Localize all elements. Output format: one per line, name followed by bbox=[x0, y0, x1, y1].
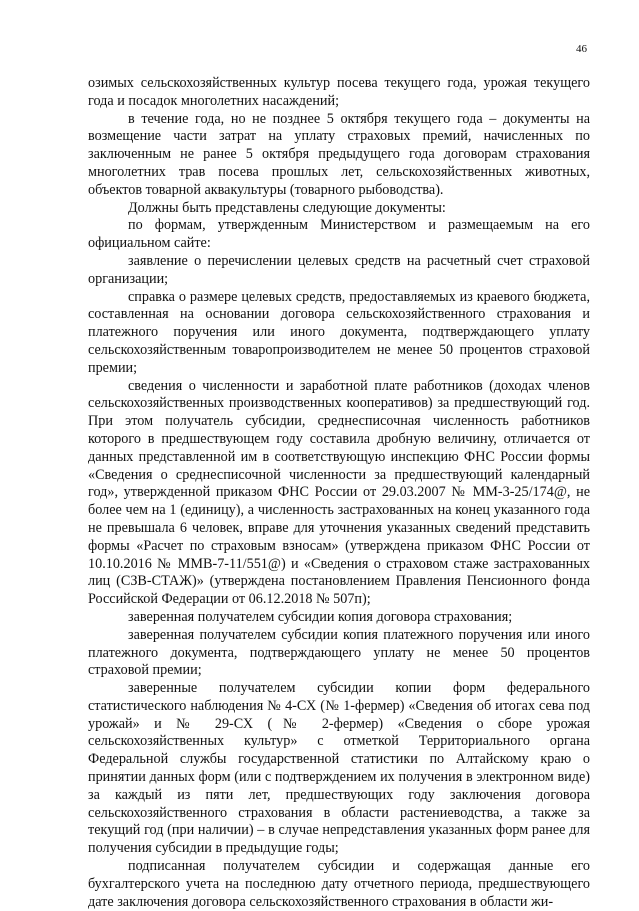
body-text bbox=[88, 75, 590, 911]
list-item-funds-certificate: справка о размере целевых средств, предоставляемых из краевого бюджета, составленная на основании договора сельскохозяйственного страхования и платежного поручения или иного документа, подтверждающего уплату сельскохозяйственным товаропроизводителем не менее 50 процентов страховой премии; bbox=[88, 288, 590, 376]
list-item-contract-copy: заверенная получателем субсидии копия договора страхования; bbox=[128, 608, 513, 625]
list-item-application: заявление о перечислении целевых средств на расчетный счет страховой организации; bbox=[88, 252, 590, 287]
list-item-statistics-forms: заверенные получателем субсидии копии форм федерального статистического наблюдения № 4-СХ (№ 1-фермер) «Сведения об итогах сева под урожай» и № 29-СХ (№ 2-фермер) «Сведения о сборе урожая сельскохозяйственных культур» с отметкой Территориального органа Федеральной службы государственной статистики по Алтайскому краю о принятии данных форм (или с подтверждением их получения в электронном виде) за каждый из пяти лет, предшествующих году заключения договора сельскохозяйственного страхования в области растениеводства, а также за текущий год (при наличии) – в случае непредставления указанных форм ранее для получения субсидии в предыдущие годы; bbox=[88, 680, 590, 857]
paragraph-documents-intro: Должны быть представлены следующие документы: bbox=[128, 199, 446, 216]
list-item-accounting-data: подписанная получателем субсидии и содержащая данные его бухгалтерского учета на последнюю дату отчетного периода, предшествующего дате заключения договора сельскохозяйственного страхования в области жи- bbox=[88, 858, 590, 910]
page-number: 46 bbox=[576, 43, 587, 55]
paragraph-forms: по формам, утвержденным Министерством и размещаемым на его официальном сайте: bbox=[88, 217, 590, 252]
list-item-payment-copy: заверенная получателем субсидии копия платежного поручения или иного платежного документа, подтверждающего уплату не менее 50 процентов страховой премии; bbox=[88, 626, 590, 679]
list-item-employee-info: сведения о численности и заработной плате работников (доходах членов сельскохозяйственных производственных кооперативов) за предшествующий год. При этом получатель субсидии, среднесписочная численность работников которого в предшествующем году составила дробную величину, отличается от данных представленной им в соответствующую инспекцию ФНС России формы «Сведения о среднесписочной численности за предшествующий календарный год», утвержденной приказом ФНС России от 29.03.2007 № ММ-3-25/174@, не более чем на 1 (единицу), а численность застрахованных на конец указанного года не превышала 6 человек, вправе для уточнения указанных сведений представить формы «Расчет по страховым взносам» (утверждена приказом ФНС России от 10.10.2016 № ММВ-7-11/551@) и «Сведения о страховом стаже застрахованных лиц (СЗВ-СТАЖ)» (утверждена постановлением Правления Пенсионного фонда Российской Федерации от 06.12.2018 № 507п); bbox=[88, 377, 590, 608]
paragraph-continuation: озимых сельскохозяйственных культур посева текущего года, урожая текущего года и посадок многолетних насаждений; bbox=[88, 75, 590, 109]
paragraph-deadline: в течение года, но не позднее 5 октября текущего года – документы на возмещение части затрат на уплату страховых премий, начисленных по заключенным не ранее 5 октября предыдущего года договорам страхования многолетних трав посева прошлых лет, сельскохозяйственных животных, объектов товарной аквакультуры (товарного рыбоводства). bbox=[88, 110, 590, 198]
